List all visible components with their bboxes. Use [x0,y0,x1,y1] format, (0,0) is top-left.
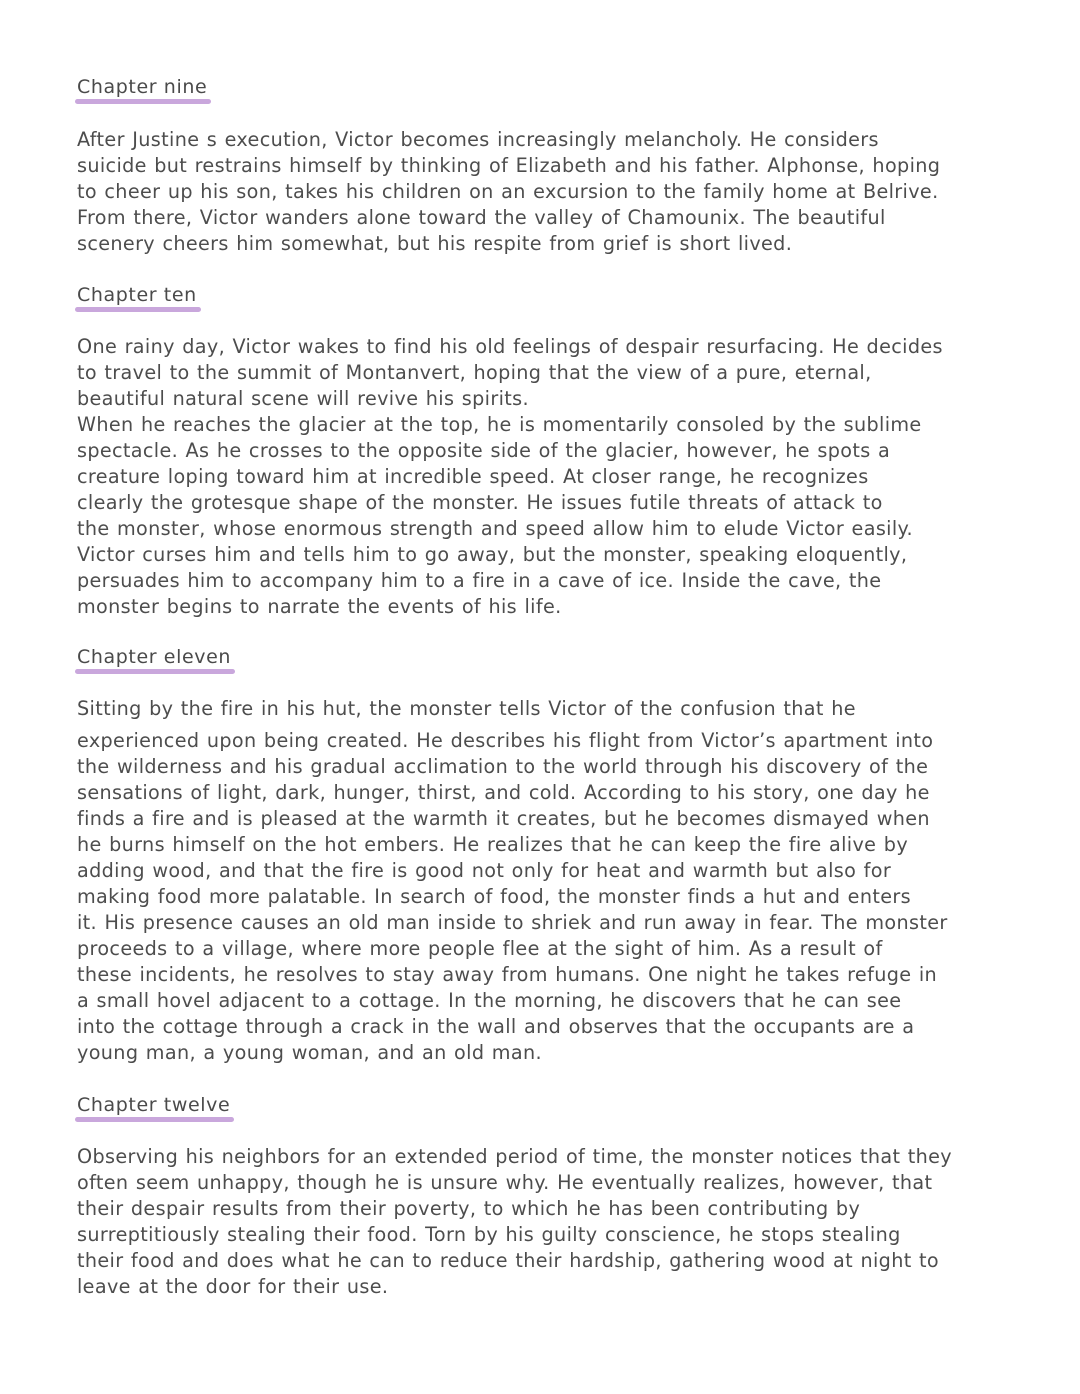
chapter-summary [77,696,992,1066]
text-line: into the cottage through a crack in the wall and observes that the occupants are a [77,1015,915,1038]
text-line: their food and does what he can to reduce their hardship, gathering wood at night to [77,1249,939,1272]
text-line: to cheer up his son, takes his children on an excursion to the family home at Belrive. [77,180,939,203]
text-line: he burns himself on the hot embers. He realizes that he can keep the fire alive by [77,833,909,856]
text-line: spectacle. As he crosses to the opposite side of the glacier, however, he spots a [77,439,891,462]
chapter-heading: Chapter nine [77,76,209,101]
text-line: a small hovel adjacent to a cottage. In the morning, he discovers that he can see [77,989,902,1012]
text-line: often seem unhappy, though he is unsure why. He eventually realizes, however, that [77,1171,933,1194]
text-line: to travel to the summit of Montanvert, hoping that the view of a pure, eternal, [77,361,872,384]
text-line: suicide but restrains himself by thinking of Elizabeth and his father. Alphonse, hoping [77,154,941,177]
text-line: making food more palatable. In search of food, the monster finds a hut and enters [77,885,911,908]
chapter-heading: Chapter eleven [77,646,233,671]
text-line: monster begins to narrate the events of his life. [77,595,562,618]
text-line: finds a fire and is pleased at the warmth it creates, but he becomes dismayed when [77,807,930,830]
text-line: clearly the grotesque shape of the monster. He issues futile threats of attack to [77,491,883,514]
text-line: the monster, whose enormous strength and speed allow him to elude Victor easily. [77,517,913,540]
text-line: it. His presence causes an old man inside to shriek and run away in fear. The monster [77,911,948,934]
text-line: sensations of light, dark, hunger, thirst, and cold. According to his story, one day he [77,781,930,804]
chapter-summary [77,334,992,620]
text-line: surreptitiously stealing their food. Torn by his guilty conscience, he stops stealing [77,1223,901,1246]
text-line: persuades him to accompany him to a fire in a cave of ice. Inside the cave, the [77,569,882,592]
text-line: When he reaches the glacier at the top, he is momentarily consoled by the sublime [77,413,922,436]
text-line: the wilderness and his gradual acclimation to the world through his discovery of the [77,755,929,778]
text-line: Sitting by the fire in his hut, the monster tells Victor of the confusion that he [77,697,856,720]
chapter-heading: Chapter ten [77,284,199,309]
text-line: creature loping toward him at incredible speed. At closer range, he recognizes [77,465,869,488]
text-line: Victor curses him and tells him to go away, but the monster, speaking eloquently, [77,543,908,566]
text-line: leave at the door for their use. [77,1275,389,1298]
text-line: After Justine s execution, Victor becomes increasingly melancholy. He considers [77,128,879,151]
text-line: experienced upon being created. He describes his flight from Victor’s apartment into [77,729,934,752]
chapter-summary [77,127,992,257]
text-line: Observing his neighbors for an extended period of time, the monster notices that they [77,1145,953,1168]
text-line: From there, Victor wanders alone toward the valley of Chamounix. The beautiful [77,206,886,229]
text-line: young man, a young woman, and an old man. [77,1041,542,1064]
text-line: adding wood, and that the fire is good not only for heat and warmth but also for [77,859,892,882]
text-line: proceeds to a village, where more people flee at the sight of him. As a result of [77,937,883,960]
text-line: scenery cheers him somewhat, but his respite from grief is short lived. [77,232,793,255]
text-line: these incidents, he resolves to stay away from humans. One night he takes refuge in [77,963,938,986]
chapter-heading: Chapter twelve [77,1094,232,1119]
text-line: One rainy day, Victor wakes to find his old feelings of despair resurfacing. He decides [77,335,943,358]
text-line: their despair results from their poverty, to which he has been contributing by [77,1197,861,1220]
chapter-summary [77,1144,992,1300]
text-line: beautiful natural scene will revive his spirits. [77,387,529,410]
